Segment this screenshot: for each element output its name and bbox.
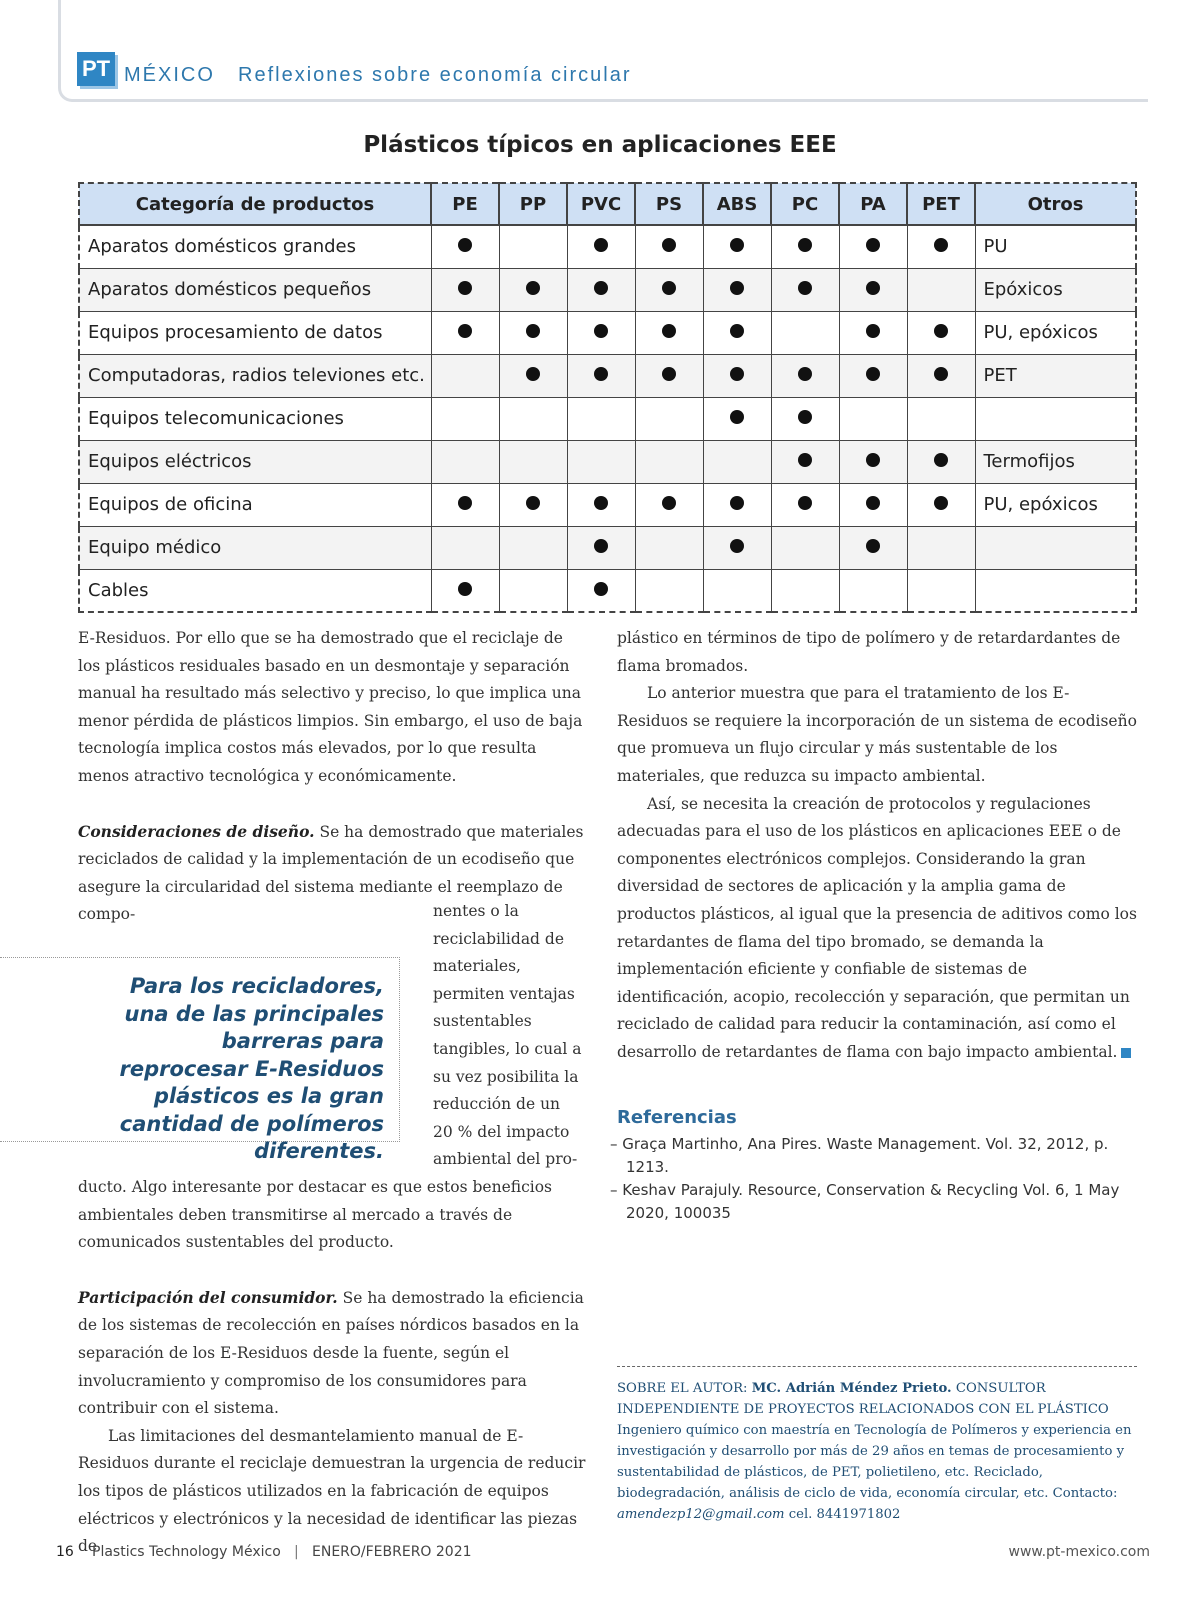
material-cell [907,268,975,311]
bullet-dot-icon [458,496,472,510]
material-cell [635,225,703,268]
row-others [975,526,1136,569]
column-header-category: Categoría de productos [79,183,431,225]
row-others [975,397,1136,440]
material-cell [703,397,771,440]
row-category: Aparatos domésticos grandes [79,225,431,268]
bullet-dot-icon [866,453,880,467]
material-cell [499,526,567,569]
table-row [79,483,1136,526]
column-header: PE [431,183,499,225]
material-cell [499,569,567,612]
design-text-b: nentes o la reciclabilidad de materiales, permiten ventajas sustentables tangibles, lo cual a su vez posibilita la reducción de un 20 % del impacto ambiental del pro- [433,902,582,1169]
table-title: Plásticos típicos en aplicaciones EEE [363,132,837,158]
material-cell [499,311,567,354]
bullet-dot-icon [662,324,676,338]
material-cell [907,483,975,526]
material-cell [839,440,907,483]
material-cell [839,569,907,612]
pt-logo: PT [77,52,115,86]
author-bio: CONSULTOR INDEPENDIENTE DE PROYECTOS RELACIONADOS CON EL PLÁSTICO Ingeniero químico con maestría en Tecnología de Polímeros y experiencia en investigación y desarrollo por más de 29 años en temas de procesamiento y sustentabilidad de plásticos, de PET, polietileno, etc. Reciclado, biodegradación, análisis de ciclo de vida, economía circular, etc. Contacto: [617,1381,1132,1501]
author-prefix: SOBRE EL AUTOR: [617,1381,748,1396]
material-cell [771,268,839,311]
material-cell [839,397,907,440]
material-cell [771,225,839,268]
material-cell [567,483,635,526]
table-body [79,225,1136,612]
bullet-dot-icon [594,582,608,596]
material-cell [839,526,907,569]
footer-date: ENERO/FEBRERO 2021 [312,1544,472,1560]
header-title: Reflexiones sobre economía circular [238,64,632,86]
end-of-article-icon [1121,1048,1131,1058]
material-cell [431,268,499,311]
material-cell [431,483,499,526]
material-cell [907,311,975,354]
table-row [79,440,1136,483]
row-others: PU [975,225,1136,268]
row-others [975,569,1136,612]
bullet-dot-icon [594,324,608,338]
row-others: PET [975,354,1136,397]
table-row [79,569,1136,612]
material-cell [635,397,703,440]
material-cell [907,225,975,268]
material-cell [703,440,771,483]
column-header: ABS [703,183,771,225]
bullet-dot-icon [730,410,744,424]
material-cell [499,268,567,311]
left-column-wrap [433,898,583,1174]
bullet-dot-icon [594,367,608,381]
row-category: Equipo médico [79,526,431,569]
material-cell [771,397,839,440]
bullet-dot-icon [934,367,948,381]
bullet-dot-icon [730,539,744,553]
material-cell [635,483,703,526]
bullet-dot-icon [526,496,540,510]
material-cell [771,354,839,397]
table-row [79,397,1136,440]
column-header: PS [635,183,703,225]
material-cell [431,311,499,354]
material-cell [499,225,567,268]
column-header: PA [839,183,907,225]
footer-website[interactable]: www.pt-mexico.com [1008,1544,1150,1560]
bullet-dot-icon [662,281,676,295]
row-category: Equipos eléctricos [79,440,431,483]
bullet-dot-icon [730,367,744,381]
right-paragraph-1: plástico en términos de tipo de polímero y de retardardantes de flama bromados. [617,629,1121,675]
bullet-dot-icon [866,496,880,510]
row-category: Computadoras, radios televiones etc. [79,354,431,397]
material-cell [703,225,771,268]
row-category: Equipos de oficina [79,483,431,526]
material-cell [907,397,975,440]
row-category: Cables [79,569,431,612]
row-others: PU, epóxicos [975,311,1136,354]
row-others: PU, epóxicos [975,483,1136,526]
bullet-dot-icon [458,281,472,295]
bullet-dot-icon [866,281,880,295]
material-cell [907,526,975,569]
bullet-dot-icon [798,367,812,381]
bullet-dot-icon [730,324,744,338]
author-box [617,1378,1147,1525]
material-cell [567,397,635,440]
material-cell [907,569,975,612]
left-paragraph-3 [78,1284,586,1423]
material-cell [839,268,907,311]
author-email[interactable]: amendezp12@gmail.com [617,1507,785,1522]
bullet-dot-icon [526,324,540,338]
material-cell [635,311,703,354]
material-cell [703,268,771,311]
right-paragraph-3 [617,791,1140,1067]
material-cell [703,526,771,569]
table-row [79,354,1136,397]
material-cell [703,569,771,612]
row-others: Epóxicos [975,268,1136,311]
bullet-dot-icon [866,238,880,252]
footer-separator: | [294,1544,299,1560]
bullet-dot-icon [458,238,472,252]
bullet-dot-icon [662,238,676,252]
bullet-dot-icon [662,367,676,381]
author-phone: cel. 8441971802 [788,1507,901,1522]
right-paragraph-3-text: Así, se necesita la creación de protocolos y regulaciones adecuadas para el uso de los plásticos en aplicaciones EEE o de componentes electrónicos complejos. Considerando la gran diversidad de sectores de aplicación y la amplia gama de productos plásticos, al igual que la presencia de aditivos como los retardantes de flama del tipo bromado, se demanda la implementación eficiente y confiable de sistemas de identificación, acopio, recolección y separación, que permitan un reciclado de calidad para reducir la contaminación, así como el desarrollo de retardantes de flama con bajo impacto ambiental. [617,794,1137,1061]
material-cell [703,311,771,354]
bullet-dot-icon [526,281,540,295]
references-list [610,1133,1150,1225]
material-cell [431,225,499,268]
bullet-dot-icon [458,582,472,596]
bullet-dot-icon [730,238,744,252]
material-cell [839,354,907,397]
material-cell [771,483,839,526]
material-cell [431,354,499,397]
bullet-dot-icon [934,238,948,252]
bullet-dot-icon [866,539,880,553]
consumer-lead: Participación del consumidor. [78,1287,338,1307]
bullet-dot-icon [730,281,744,295]
material-cell [771,311,839,354]
material-cell [499,354,567,397]
material-cell [771,440,839,483]
bullet-dot-icon [798,410,812,424]
material-cell [635,569,703,612]
column-header: Otros [975,183,1136,225]
table-row [79,268,1136,311]
author-name: MC. Adrián Méndez Prieto. [751,1381,952,1396]
design-text-c: ducto. Algo interesante por destacar es que estos beneficios ambientales deben transmitirse al mercado a través de comunicados sustentables del producto. [78,1178,552,1252]
material-cell [635,354,703,397]
row-others: Termofijos [975,440,1136,483]
left-paragraph-1: E-Residuos. Por ello que se ha demostrado que el reciclaje de los plásticos residuales basado en un desmontaje y separación manual ha resultado más selectivo y preciso, lo que implica una menor pérdida de plásticos limpios. Sin embargo, el uso de baja tecnología implica costos más elevados, por lo que resulta menos atractivo tecnológica y económicamente. [78,629,583,785]
column-header: PP [499,183,567,225]
material-cell [499,440,567,483]
material-cell [635,526,703,569]
bullet-dot-icon [866,324,880,338]
material-cell [567,225,635,268]
material-cell [431,397,499,440]
row-category: Equipos procesamiento de datos [79,311,431,354]
table-row [79,225,1136,268]
material-cell [567,569,635,612]
material-cell [567,526,635,569]
bullet-dot-icon [934,453,948,467]
author-divider [617,1366,1137,1367]
material-cell [635,440,703,483]
bullet-dot-icon [594,238,608,252]
bullet-dot-icon [798,238,812,252]
material-cell [839,311,907,354]
bullet-dot-icon [594,281,608,295]
material-cell [839,225,907,268]
design-lead: Consideraciones de diseño. [78,821,315,841]
bullet-dot-icon [798,281,812,295]
material-cell [431,526,499,569]
plastics-table [78,182,1137,613]
material-cell [771,569,839,612]
references-heading: Referencias [617,1107,737,1128]
bullet-dot-icon [934,324,948,338]
row-category: Equipos telecomunicaciones [79,397,431,440]
material-cell [499,397,567,440]
right-paragraph-2: Lo anterior muestra que para el tratamiento de los E-Residuos se requiere la incorporación de un sistema de ecodiseño que promueva un flujo circular y más sustentable de los materiales, que reduzca su impacto ambiental. [617,684,1137,785]
material-cell [635,268,703,311]
material-cell [567,268,635,311]
consumer-text: Se ha demostrado la eficiencia de los sistemas de recolección en países nórdicos basados en la separación de los E-Residuos desde la fuente, según el involucramiento y compromiso de los consumidores para contribuir con el sistema. [78,1288,584,1418]
material-cell [839,483,907,526]
bullet-dot-icon [594,496,608,510]
material-cell [567,440,635,483]
material-cell [703,354,771,397]
left-paragraph-4: Las limitaciones del desmantelamiento manual de E-Residuos durante el reciclaje demuestran la urgencia de reducir los tipos de plásticos utilizados en la fabricación de equipos eléctricos y electrónicos y la necesidad de identificar las piezas de [78,1426,586,1556]
bullet-dot-icon [934,496,948,510]
bullet-dot-icon [594,539,608,553]
material-cell [907,440,975,483]
material-cell [771,526,839,569]
column-header: PVC [567,183,635,225]
column-header: PC [771,183,839,225]
row-category: Aparatos domésticos pequeños [79,268,431,311]
reference-item: – Keshav Parajuly. Resource, Conservation & Recycling Vol. 6, 1 May 2020, 100035 [610,1181,1120,1222]
page-number: 16 [56,1544,74,1560]
column-header: PET [907,183,975,225]
pullquote: Para los recicladores, una de las principales barreras para reprocesar E-Residuos plásticos es la gran cantidad de polímeros diferentes. [119,974,384,1163]
left-column-top [78,625,586,929]
bullet-dot-icon [798,453,812,467]
material-cell [703,483,771,526]
bullet-dot-icon [662,496,676,510]
material-cell [567,354,635,397]
bullet-dot-icon [798,496,812,510]
reference-item: – Graça Martinho, Ana Pires. Waste Management. Vol. 32, 2012, p. 1213. [610,1135,1109,1176]
design-text-a: Se ha demostrado que materiales reciclados de calidad y la implementación de un ecodiseño que asegure la circularidad del sistema mediante el reemplazo de compo- [78,822,584,924]
bullet-dot-icon [730,496,744,510]
bullet-dot-icon [866,367,880,381]
left-column-bottom [78,1174,586,1561]
material-cell [431,569,499,612]
table-row [79,311,1136,354]
material-cell [431,440,499,483]
material-cell [499,483,567,526]
material-cell [907,354,975,397]
bullet-dot-icon [526,367,540,381]
footer-publication: Plastics Technology México [92,1544,281,1560]
table-header-row [79,183,1136,225]
right-column [617,625,1140,1067]
table-row [79,526,1136,569]
material-cell [567,311,635,354]
bullet-dot-icon [458,324,472,338]
header-section: MÉXICO [124,64,215,86]
